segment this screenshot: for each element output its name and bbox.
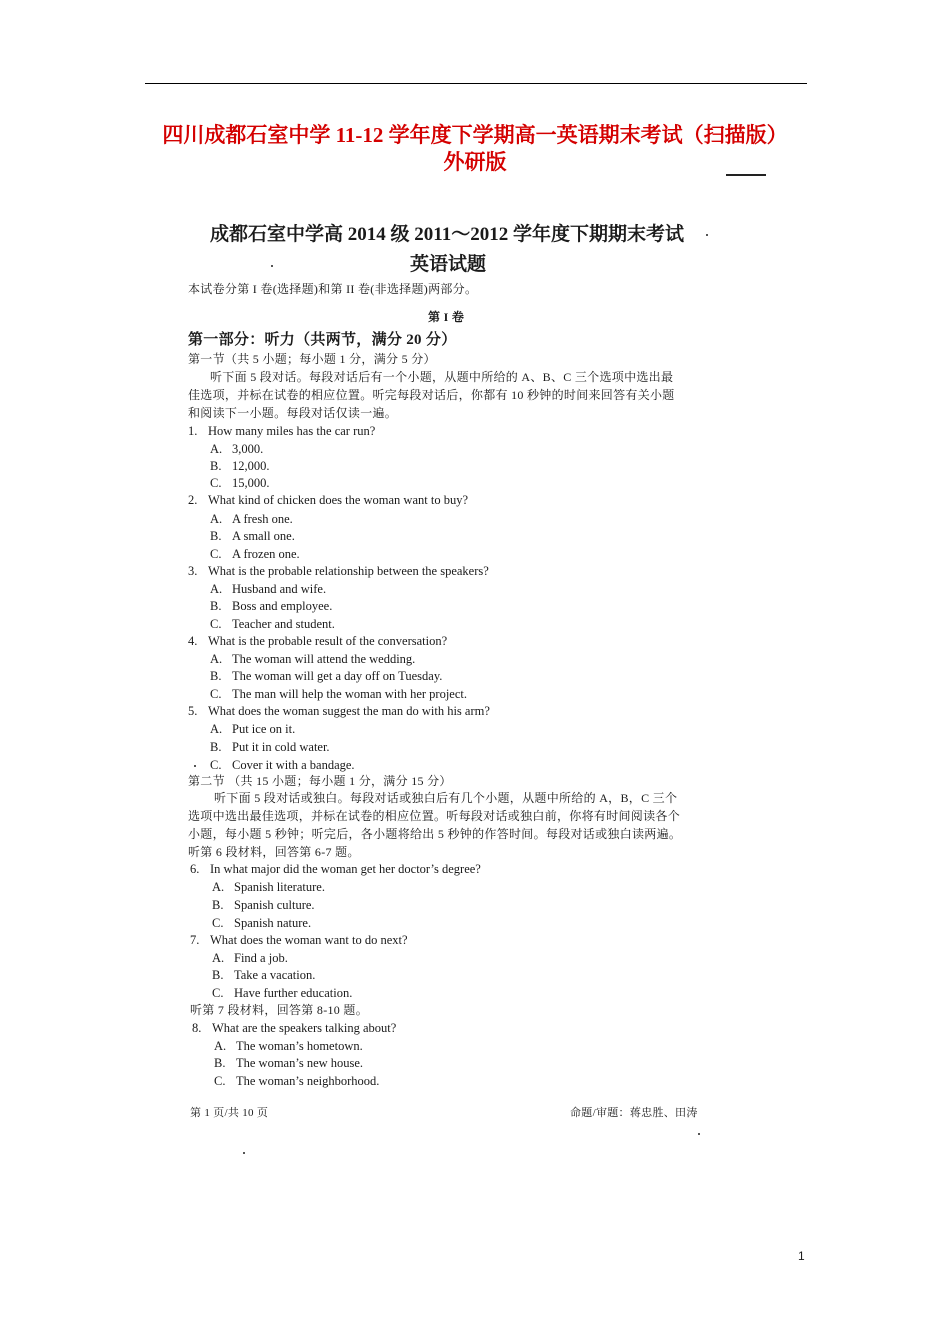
question-4-option-c: C. The man will help the woman with her project.: [210, 687, 468, 701]
part1-heading: 第一部分：听力（共两节，满分 20 分）: [188, 332, 457, 348]
question-2-option-c: C. A frozen one.: [210, 547, 300, 561]
question-8-option-b: B. The woman’s new house.: [214, 1056, 364, 1070]
document-title-line-2: 外研版: [443, 150, 507, 174]
document-title-line-1: 四川成都石室中学 11-12 学年度下学期高一英语期末考试（扫描版）: [162, 123, 788, 147]
question-1-option-b: B. 12,000.: [210, 459, 270, 473]
scan-speck: [271, 265, 273, 267]
question-text: What does the woman suggest the man do with his arm?: [208, 704, 490, 718]
question-text: In what major did the woman get her doctor’s degree?: [210, 862, 481, 876]
question-number: 1.: [188, 424, 198, 438]
question-5: [188, 703, 490, 719]
question-6-option-c: C. Spanish nature.: [212, 916, 312, 930]
question-7-option-c: C. Have further education.: [212, 986, 353, 1000]
question-3-option-c: C. Teacher and student.: [210, 617, 335, 631]
exam-page-footer: 第 1 页/共 10 页: [190, 1107, 269, 1119]
question-4: [188, 633, 447, 649]
question-2-option-b: B. A small one.: [210, 529, 295, 543]
page-number: 1: [798, 1249, 805, 1263]
material-7-label: 听第 7 段材料，回答第 8-10 题。: [190, 1003, 368, 1017]
question-5-option-a: A. Put ice on it.: [210, 722, 296, 736]
question-number: 2.: [188, 493, 198, 507]
question-text: What is the probable result of the conversation?: [208, 634, 448, 648]
exam-authors-footer: 命题/审题：蒋忠胜、田涛: [570, 1107, 698, 1119]
question-number: 6.: [190, 862, 200, 876]
question-3: [188, 563, 489, 579]
volume-heading: 第 I 卷: [428, 310, 465, 324]
question-8-option-a: A. The woman’s hometown.: [214, 1039, 363, 1053]
question-text: What are the speakers talking about?: [212, 1021, 397, 1035]
question-6-option-b: B. Spanish culture.: [212, 898, 315, 912]
section1-heading: 第一节（共 5 小题；每小题 1 分，满分 5 分）: [188, 352, 436, 366]
question-4-option-b: B. The woman will get a day off on Tuesday.: [210, 669, 443, 683]
question-number: 8.: [192, 1021, 202, 1035]
scan-speck: [194, 765, 196, 767]
section2-instructions-line-1: 听下面 5 段对话或独白。每段对话或独白后有几个小题，从题中所给的 A，B，C 三个: [214, 791, 678, 805]
question-2: [188, 492, 468, 508]
exam-title: 成都石室中学高 2014 级 2011～2012 学年度下期期末考试: [210, 224, 684, 245]
question-5-option-b: B. Put it in cold water.: [210, 740, 330, 754]
scan-speck: [243, 1152, 245, 1154]
question-text: How many miles has the car run?: [208, 424, 376, 438]
question-text: What does the woman want to do next?: [210, 933, 408, 947]
section2-instructions-line-3: 小题，每小题 5 秒钟；听完后，各小题将给出 5 秒钟的作答时间。每段对话或独白读两遍。: [188, 827, 682, 841]
section1-instructions-line-3: 和阅读下一小题。每段对话仅读一遍。: [188, 406, 398, 420]
question-number: 3.: [188, 564, 198, 578]
scan-speck: [706, 234, 708, 236]
exam-subtitle: 英语试题: [410, 254, 487, 275]
section2-heading: 第二节 （共 15 小题；每小题 1 分，满分 15 分）: [188, 774, 452, 788]
question-8-option-c: C. The woman’s neighborhood.: [214, 1074, 380, 1088]
question-text: What is the probable relationship between the speakers?: [208, 564, 489, 578]
question-number: 5.: [188, 704, 198, 718]
question-6-option-a: A. Spanish literature.: [212, 880, 325, 894]
scan-speck: [698, 1133, 700, 1135]
section2-instructions-line-2: 选项中选出最佳选项，并标在试卷的相应位置。听每段对话或独白前，你将有时间阅读各个: [188, 809, 681, 823]
question-8: [192, 1020, 396, 1036]
question-number: 7.: [190, 933, 200, 947]
question-1-option-c: C. 15,000.: [210, 476, 270, 490]
section1-instructions-line-1: 听下面 5 段对话。每段对话后有一个小题，从题中所给的 A、B、C 三个选项中选出最: [210, 370, 674, 384]
question-1-option-a: A. 3,000.: [210, 442, 264, 456]
question-7-option-b: B. Take a vacation.: [212, 968, 316, 982]
question-7: [190, 932, 408, 948]
section1-instructions-line-2: 佳选项，并标在试卷的相应位置。听完每段对话后，你都有 10 秒钟的时间来回答有关小题: [188, 388, 675, 402]
question-7-option-a: A. Find a job.: [212, 951, 288, 965]
question-number: 4.: [188, 634, 198, 648]
material-6-label: 听第 6 段材料，回答第 6-7 题。: [188, 845, 360, 859]
question-text: What kind of chicken does the woman want to buy?: [208, 493, 468, 507]
question-3-option-a: A. Husband and wife.: [210, 582, 327, 596]
question-2-option-a: A. A fresh one.: [210, 512, 293, 526]
question-6: [190, 861, 481, 877]
question-1: [188, 423, 375, 439]
exam-intro: 本试卷分第 I 卷(选择题)和第 II 卷(非选择题)两部分。: [188, 282, 478, 296]
question-3-option-b: B. Boss and employee.: [210, 599, 333, 613]
question-5-option-c: C. Cover it with a bandage.: [210, 758, 355, 772]
question-4-option-a: A. The woman will attend the wedding.: [210, 652, 416, 666]
